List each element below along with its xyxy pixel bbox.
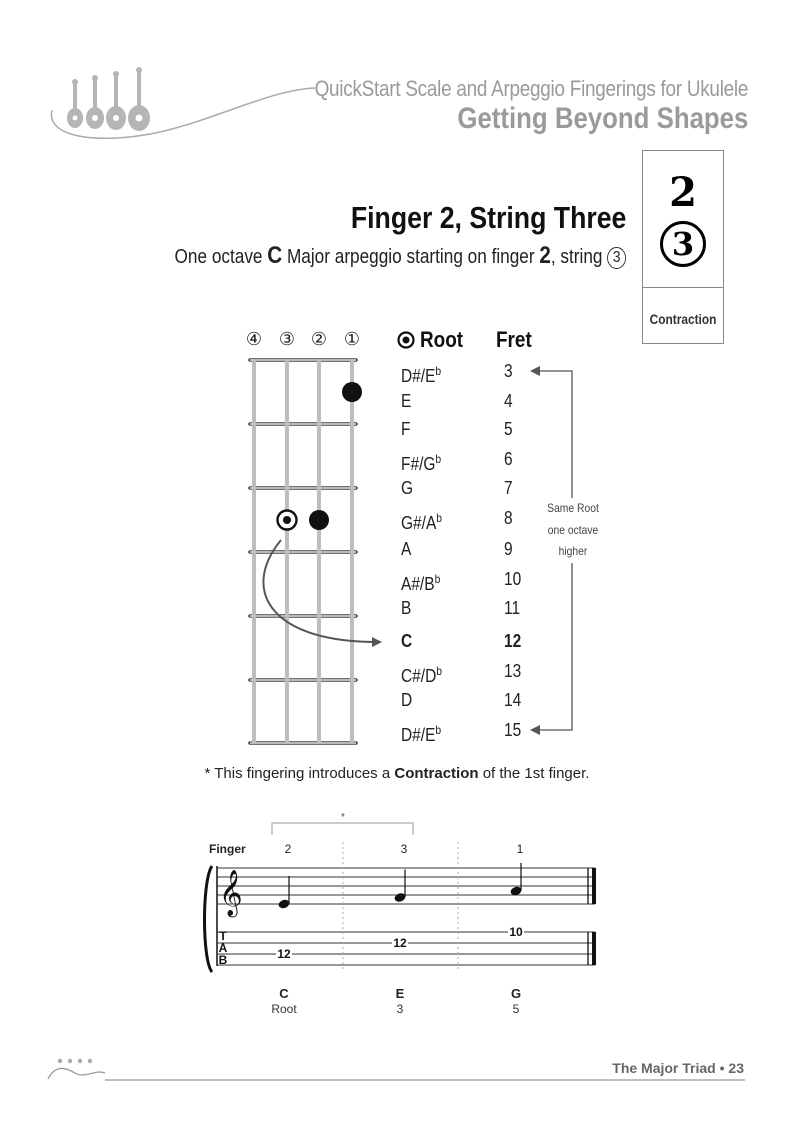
finger-number: 1 <box>516 842 524 856</box>
subtitle-key: C <box>267 242 282 269</box>
root-dot-center <box>283 516 291 524</box>
page-subtitle <box>174 242 626 270</box>
subtitle-string: 3 <box>607 247 626 269</box>
ukulele-logo <box>40 60 320 150</box>
string-label-1: ① <box>343 329 361 350</box>
fret-cell: 12 <box>504 631 522 651</box>
note-cell <box>401 689 412 711</box>
subtitle-finger: 2 <box>539 242 551 269</box>
note-name: C#/D <box>401 666 437 686</box>
flat-symbol: b <box>435 364 442 378</box>
finger-number: 3 <box>400 842 408 856</box>
finger-number: 2 <box>284 842 292 856</box>
subtitle-suffix: , string <box>550 246 608 268</box>
fret-cell: 14 <box>504 690 522 710</box>
book-title: Getting Beyond Shapes <box>456 102 748 135</box>
fret-cell: 9 <box>504 539 513 559</box>
scale-degree-label: 3 <box>396 1002 404 1016</box>
note-name: A#/B <box>401 574 435 594</box>
note-name-label: E <box>395 986 405 1001</box>
contraction-mark: * <box>341 812 345 823</box>
same-root-note: Same Root one octave higher <box>545 498 602 563</box>
footer-label <box>612 1060 744 1076</box>
note-cell <box>401 597 411 619</box>
footnote <box>0 765 794 782</box>
fret-cell: 15 <box>504 720 522 740</box>
note-name: A <box>401 539 412 559</box>
flat-symbol: b <box>436 664 443 678</box>
fret-column-header: Fret <box>496 327 532 352</box>
tab-letter: A <box>218 941 228 955</box>
finger-dot <box>309 510 329 530</box>
flat-symbol: b <box>436 511 443 525</box>
scale-degree-label: 5 <box>512 1002 520 1016</box>
note-cell <box>401 660 443 686</box>
subtitle-prefix: One octave <box>174 246 268 268</box>
fret-cell: 7 <box>504 478 513 498</box>
octave-arrow <box>263 540 380 642</box>
tab-fret-number: 10 <box>509 925 523 939</box>
system-brace <box>205 866 213 972</box>
root-header-label: Root <box>420 327 464 352</box>
note-name: F <box>401 419 411 439</box>
string-label-4: ④ <box>245 329 263 350</box>
root-marker-icon <box>397 331 415 349</box>
footnote-prefix: * This fingering introduces a <box>204 765 395 782</box>
note-cell <box>401 448 442 474</box>
note-cell <box>401 418 410 440</box>
note-name: B <box>401 598 412 618</box>
note-name: F#/G <box>401 454 436 474</box>
fretboard-diagram <box>230 320 400 760</box>
tab-letter: B <box>218 953 228 967</box>
badge-divider <box>643 287 723 288</box>
fingering-badge <box>642 150 724 344</box>
page-number: 23 <box>728 1060 744 1076</box>
tab-fret-number: 12 <box>277 947 291 961</box>
note-cell <box>401 538 411 560</box>
fret-cell: 13 <box>504 661 522 681</box>
badge-finger-number: 2 <box>669 169 697 216</box>
finger-dot <box>342 382 362 402</box>
note-name-label: C <box>279 986 289 1001</box>
badge-string-number: 3 <box>660 221 706 267</box>
tab-fret-number: 12 <box>393 936 407 950</box>
footnote-bold: Contraction <box>394 765 479 782</box>
finger-label: Finger <box>209 842 246 856</box>
fret-cell: 5 <box>504 419 513 439</box>
flat-symbol: b <box>434 572 441 586</box>
fret-cell: 10 <box>504 569 522 589</box>
root-column-header <box>397 327 470 353</box>
footer-section: The Major Triad <box>612 1060 716 1076</box>
note-cell <box>401 390 411 412</box>
scale-degree-label: Root <box>271 1002 297 1016</box>
note-name: G <box>401 478 414 498</box>
notation-staff <box>200 805 620 1030</box>
page-title: Finger 2, String Three <box>350 200 626 235</box>
note-cell <box>401 630 412 652</box>
fret-cell: 3 <box>504 361 513 381</box>
tab-letter: T <box>219 929 227 943</box>
series-title: QuickStart Scale and Arpeggio Fingerings for Ukulele <box>314 76 748 101</box>
note-cell <box>401 719 442 745</box>
note-cell <box>401 477 413 499</box>
string-label-3: ③ <box>278 329 296 350</box>
contraction-bracket <box>272 823 413 835</box>
fret-cell: 4 <box>504 391 513 411</box>
fret-cell: 6 <box>504 449 513 469</box>
note-name: E <box>401 391 412 411</box>
note-name-label: G <box>510 986 522 1001</box>
note-name: D <box>401 690 413 710</box>
note-cell <box>401 507 443 533</box>
note-cell <box>401 568 441 594</box>
string-label-2: ② <box>310 329 328 350</box>
flat-symbol: b <box>435 723 442 737</box>
badge-label: Contraction <box>649 311 717 327</box>
fret-cell: 11 <box>504 598 521 618</box>
note-name: G#/A <box>401 513 437 533</box>
subtitle-middle: Major arpeggio starting on finger <box>282 246 540 268</box>
footnote-suffix: of the 1st finger. <box>478 765 590 782</box>
treble-clef: 𝄞 <box>219 870 243 916</box>
note-name: D#/E <box>401 366 436 386</box>
note-name: C <box>401 631 413 651</box>
fret-cell: 8 <box>504 508 513 528</box>
flat-symbol: b <box>435 452 442 466</box>
note-name: D#/E <box>401 725 436 745</box>
note-cell <box>401 360 442 386</box>
footer-bullet: • <box>719 1060 725 1076</box>
